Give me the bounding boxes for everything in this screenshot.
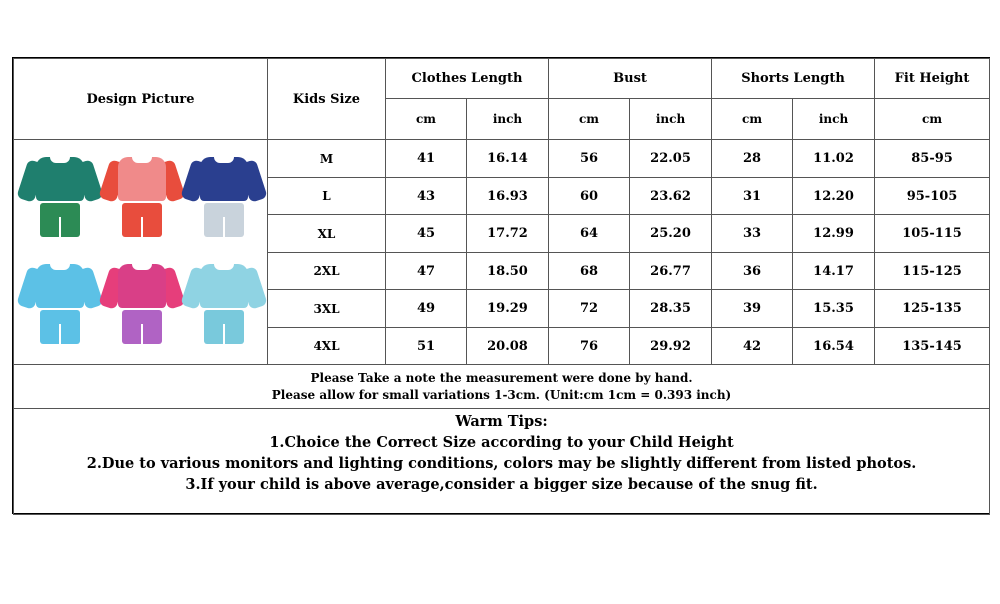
unit-cm: cm (875, 99, 990, 140)
fit-height-cell: 85-95 (875, 140, 990, 178)
clothes-cm-cell: 45 (386, 215, 467, 253)
clothes-inch-cell: 16.14 (467, 140, 549, 178)
clothes-cm-cell: 49 (386, 290, 467, 328)
swimsuit-image (186, 153, 262, 245)
note-line-2: Please allow for small variations 1-3cm. (Unit:cm 1cm = 0.393 inch) (271, 387, 732, 402)
design-pictures (14, 140, 268, 365)
kids-size-header: Kids Size (268, 59, 386, 140)
size-table (13, 58, 990, 515)
fit-height-cell: 95-105 (875, 178, 990, 215)
unit-inch: inch (793, 99, 875, 140)
warm-tips (14, 409, 990, 515)
shorts-inch-cell: 15.35 (793, 290, 875, 328)
tip-1: 1.Choice the Correct Size according to your Child Height (269, 434, 734, 451)
bust-cm-cell: 60 (549, 178, 630, 215)
shorts-inch-cell: 11.02 (793, 140, 875, 178)
clothes-inch-cell: 16.93 (467, 178, 549, 215)
measurement-note (14, 365, 990, 409)
shorts-cm-cell: 42 (712, 328, 793, 365)
clothes-inch-cell: 17.72 (467, 215, 549, 253)
clothes-inch-cell: 19.29 (467, 290, 549, 328)
clothes-inch-cell: 20.08 (467, 328, 549, 365)
clothes-cm-cell: 51 (386, 328, 467, 365)
shorts-inch-cell: 12.99 (793, 215, 875, 253)
table-row (14, 140, 990, 178)
shorts-inch-cell: 14.17 (793, 253, 875, 290)
tip-2: 2.Due to various monitors and lighting conditions, colors may be slightly different from listed photos. (86, 455, 917, 472)
clothes-cm-cell: 43 (386, 178, 467, 215)
size-cell: 2XL (268, 253, 386, 290)
swimsuit-image (22, 260, 98, 352)
fit-height-cell: 125-135 (875, 290, 990, 328)
bust-cm-cell: 56 (549, 140, 630, 178)
bust-cm-cell: 68 (549, 253, 630, 290)
shorts-cm-cell: 31 (712, 178, 793, 215)
unit-inch: inch (467, 99, 549, 140)
clothes-inch-cell: 18.50 (467, 253, 549, 290)
size-cell: 4XL (268, 328, 386, 365)
bust-inch-cell: 23.62 (630, 178, 712, 215)
shorts-cm-cell: 39 (712, 290, 793, 328)
unit-cm: cm (386, 99, 467, 140)
unit-cm: cm (712, 99, 793, 140)
bust-cm-cell: 72 (549, 290, 630, 328)
bust-header: Bust (549, 59, 712, 99)
unit-inch: inch (630, 99, 712, 140)
bust-inch-cell: 25.20 (630, 215, 712, 253)
shorts-cm-cell: 33 (712, 215, 793, 253)
tip-3: 3.If your child is above average,consider a bigger size because of the snug fit. (185, 476, 818, 493)
bust-inch-cell: 22.05 (630, 140, 712, 178)
fit-height-header: Fit Height (875, 59, 990, 99)
note-line-1: Please Take a note the measurement were done by hand. (310, 370, 693, 385)
shorts-length-header: Shorts Length (712, 59, 875, 99)
swimsuit-image (104, 260, 180, 352)
tips-title: Warm Tips: (455, 413, 548, 430)
shorts-cm-cell: 36 (712, 253, 793, 290)
swimsuit-image (22, 153, 98, 245)
bust-inch-cell: 29.92 (630, 328, 712, 365)
design-gallery (14, 142, 267, 362)
bust-cm-cell: 64 (549, 215, 630, 253)
bust-cm-cell: 76 (549, 328, 630, 365)
shorts-inch-cell: 16.54 (793, 328, 875, 365)
design-picture-header: Design Picture (14, 59, 268, 140)
fit-height-cell: 115-125 (875, 253, 990, 290)
shorts-inch-cell: 12.20 (793, 178, 875, 215)
bust-inch-cell: 26.77 (630, 253, 712, 290)
clothes-length-header: Clothes Length (386, 59, 549, 99)
shorts-cm-cell: 28 (712, 140, 793, 178)
fit-height-cell: 135-145 (875, 328, 990, 365)
swimsuit-image (104, 153, 180, 245)
fit-height-cell: 105-115 (875, 215, 990, 253)
clothes-cm-cell: 41 (386, 140, 467, 178)
bust-inch-cell: 28.35 (630, 290, 712, 328)
size-cell: L (268, 178, 386, 215)
swimsuit-image (186, 260, 262, 352)
size-cell: M (268, 140, 386, 178)
clothes-cm-cell: 47 (386, 253, 467, 290)
size-cell: XL (268, 215, 386, 253)
size-chart (12, 57, 990, 514)
size-cell: 3XL (268, 290, 386, 328)
unit-cm: cm (549, 99, 630, 140)
